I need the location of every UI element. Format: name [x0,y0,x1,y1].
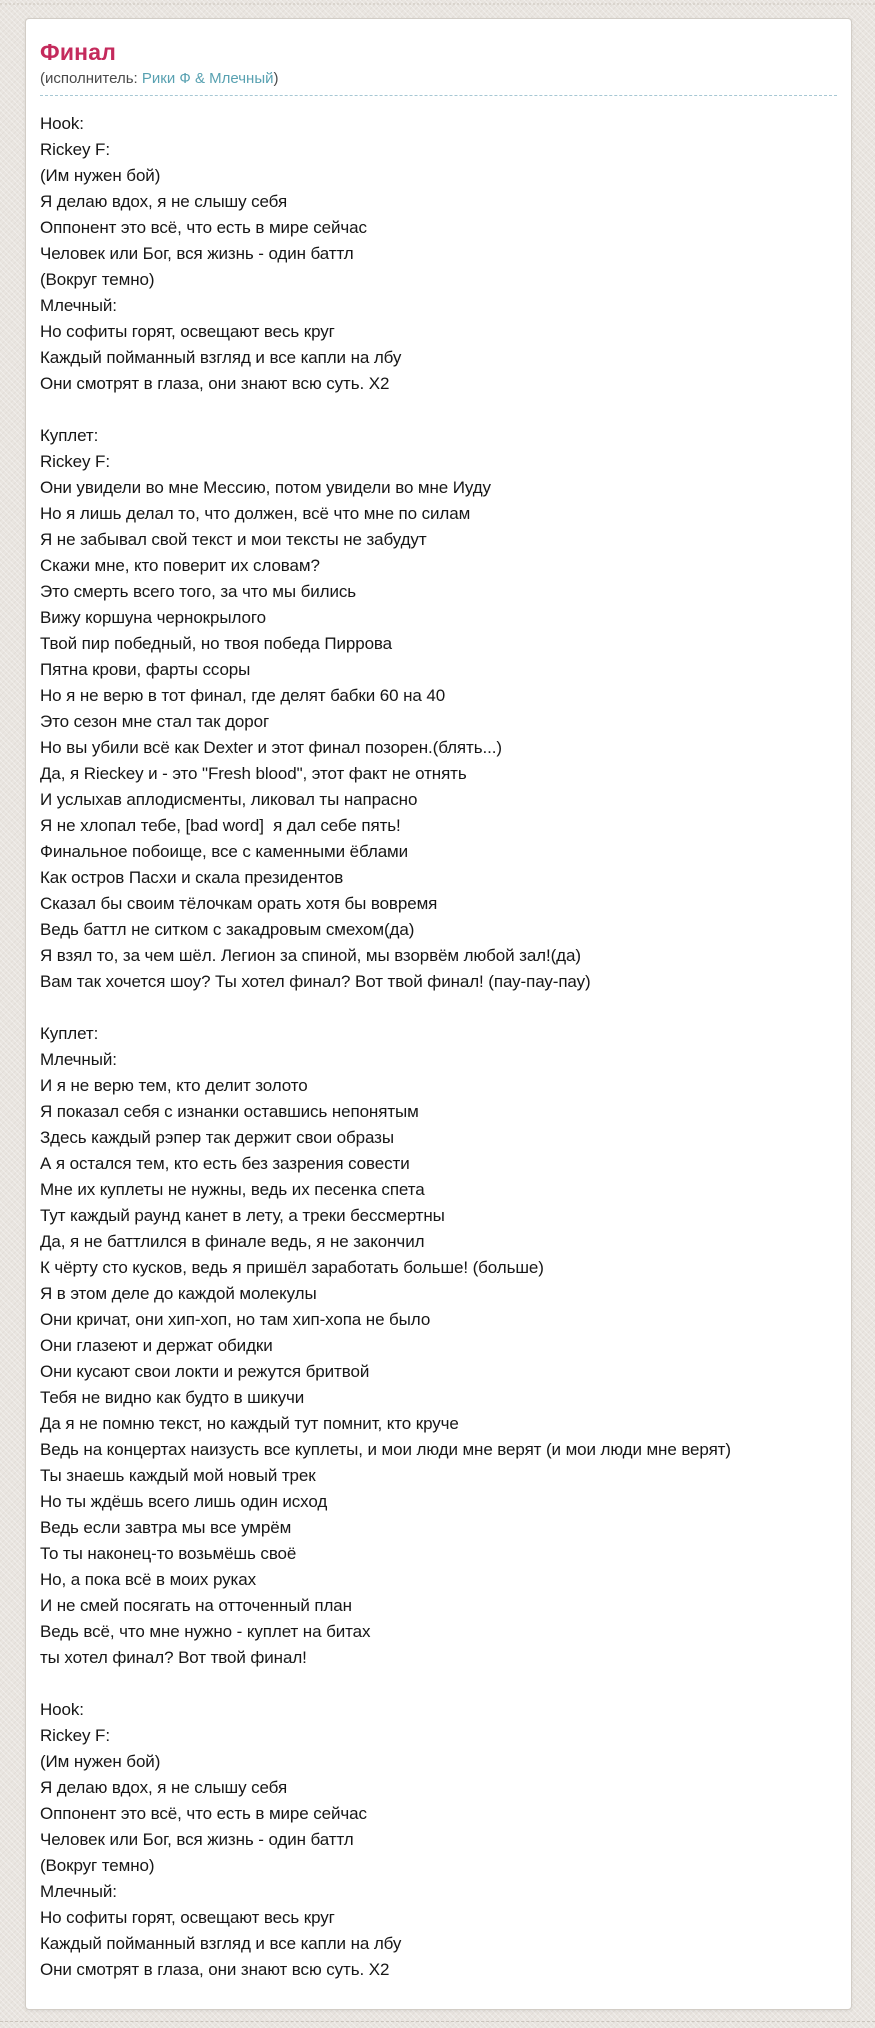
lyric-line: Это сезон мне стал так дорог [40,712,270,731]
lyric-line: Вам так хочется шоу? Ты хотел финал? Вот твой финал! (пау-пау-пау) [40,972,591,991]
artist-suffix-label: ) [273,70,279,87]
lyric-line: Они увидели во мне Мессию, потом увидели во мне Иуду [40,478,491,497]
artist-prefix-label: (исполнитель: [40,70,138,87]
lyric-line: Но я лишь делал то, что должен, всё что мне по силам [40,504,471,523]
lyric-line: Но софиты горят, освещают весь круг [40,322,335,341]
lyric-line: Финальное побоище, все с каменными ёблами [40,842,409,861]
lyric-line: Это смерть всего того, за что мы бились [40,582,356,601]
artist-link[interactable]: Рики Ф & Млечный [141,70,274,87]
lyric-line: Они кричат, они хип-хоп, но там хип-хопа не было [40,1310,431,1329]
lyric-line: Я делаю вдох, я не слышу себя [40,1778,288,1797]
lyric-line: То ты наконец-то возьмёшь своё [40,1544,297,1563]
lyric-line: Человек или Бог, вся жизнь - один баттл [40,244,354,263]
lyric-line: А я остался тем, кто есть без зазрения совести [40,1154,410,1173]
top-texture-line [0,3,875,5]
lyric-line: ты хотел финал? Вот твой финал! [40,1648,307,1667]
lyric-line: Да, я Rieckey и - это "Fresh blood", этот факт не отнять [40,764,467,783]
lyric-line: Ведь если завтра мы все умрём [40,1518,292,1537]
lyrics [40,111,837,1983]
bottom-texture-line [0,2021,875,2022]
lyric-line: И не смей посягать на отточенный план [40,1596,352,1615]
lyric-line: (Им нужен бой) [40,1752,161,1771]
lyric-line: Человек или Бог, вся жизнь - один баттл [40,1830,354,1849]
lyric-line: Но я не верю в тот финал, где делят бабки 60 на 40 [40,686,446,705]
lyric-line: Оппонент это всё, что есть в мире сейчас [40,218,367,237]
lyric-line: И услыхав аплодисменты, ликовал ты напрасно [40,790,418,809]
lyric-line: Rickey F: [40,452,110,471]
lyric-line: Куплет: [40,1024,99,1043]
artist-line [40,69,837,96]
lyric-line: Да, я не баттлился в финале ведь, я не закончил [40,1232,425,1251]
lyric-line: Каждый пойманный взгляд и все капли на лбу [40,348,402,367]
lyric-line: Но ты ждёшь всего лишь один исход [40,1492,328,1511]
lyric-line: Тут каждый раунд канет в лету, а треки бессмертны [40,1206,445,1225]
lyric-line: Но софиты горят, освещают весь круг [40,1908,335,1927]
lyric-line: Скажи мне, кто поверит их словам? [40,556,320,575]
lyric-line [40,995,837,1021]
lyric-line: (Вокруг темно) [40,270,155,289]
lyric-line: Rickey F: [40,1726,110,1745]
lyric-line [40,397,837,423]
lyric-line: Млечный: [40,1882,117,1901]
lyric-line: Я взял то, за чем шёл. Легион за спиной, мы взорвём любой зал!(да) [40,946,581,965]
lyric-line: Каждый пойманный взгляд и все капли на лбу [40,1934,402,1953]
lyric-line: К чёрту сто кусков, ведь я пришёл заработать больше! (больше) [40,1258,544,1277]
lyric-line [40,1671,837,1697]
lyric-line: Я в этом деле до каждой молекулы [40,1284,317,1303]
lyric-line: Ведь на концертах наизусть все куплеты, и мои люди мне верят (и мои люди мне верят) [40,1440,731,1459]
lyric-line: Как остров Пасхи и скала президентов [40,868,344,887]
lyric-line: Они смотрят в глаза, они знают всю суть. Х2 [40,1960,390,1979]
lyric-line: Здесь каждый рэпер так держит свои образы [40,1128,394,1147]
lyric-line: Сказал бы своим тёлочкам орать хотя бы вовремя [40,894,438,913]
lyric-line: (Вокруг темно) [40,1856,155,1875]
lyric-line: Ты знаешь каждый мой новый трек [40,1466,316,1485]
lyric-line: Вижу коршуна чернокрылого [40,608,266,627]
lyric-line: И я не верю тем, кто делит золото [40,1076,308,1095]
lyric-line: Да я не помню текст, но каждый тут помнит, кто круче [40,1414,459,1433]
lyric-line: Млечный: [40,296,117,315]
lyric-line: Я делаю вдох, я не слышу себя [40,192,288,211]
lyric-line: Тебя не видно как будто в шикучи [40,1388,305,1407]
lyric-line: (Им нужен бой) [40,166,161,185]
content-card [25,18,852,2010]
lyric-line: Твой пир победный, но твоя победа Пиррова [40,634,393,653]
lyric-line: Оппонент это всё, что есть в мире сейчас [40,1804,367,1823]
lyric-line: Но вы убили всё как Dexter и этот финал позорен.(блять...) [40,738,502,757]
page-title: Финал [40,39,117,65]
lyric-line: Но, а пока всё в моих руках [40,1570,256,1589]
lyric-line: Мне их куплеты не нужны, ведь их песенка спета [40,1180,425,1199]
lyric-line: Они глазеют и держат обидки [40,1336,273,1355]
lyric-line: Млечный: [40,1050,117,1069]
lyric-line: Они кусают свои локти и режутся бритвой [40,1362,370,1381]
lyric-line: Пятна крови, фарты ссоры [40,660,251,679]
lyric-line: Я не забывал свой текст и мои тексты не забудут [40,530,427,549]
lyric-line: Ведь всё, что мне нужно - куплет на битах [40,1622,371,1641]
lyric-line: Hook: [40,114,84,133]
lyric-line: Куплет: [40,426,99,445]
lyric-line: Hook: [40,1700,84,1719]
lyric-line: Они смотрят в глаза, они знают всю суть. Х2 [40,374,390,393]
lyric-line: Я показал себя с изнанки оставшись непонятым [40,1102,419,1121]
lyric-line: Rickey F: [40,140,110,159]
lyric-line: Ведь баттл не ситком с закадровым смехом(да) [40,920,415,939]
lyric-line: Я не хлопал тебе, [bad word] я дал себе пять! [40,816,401,835]
